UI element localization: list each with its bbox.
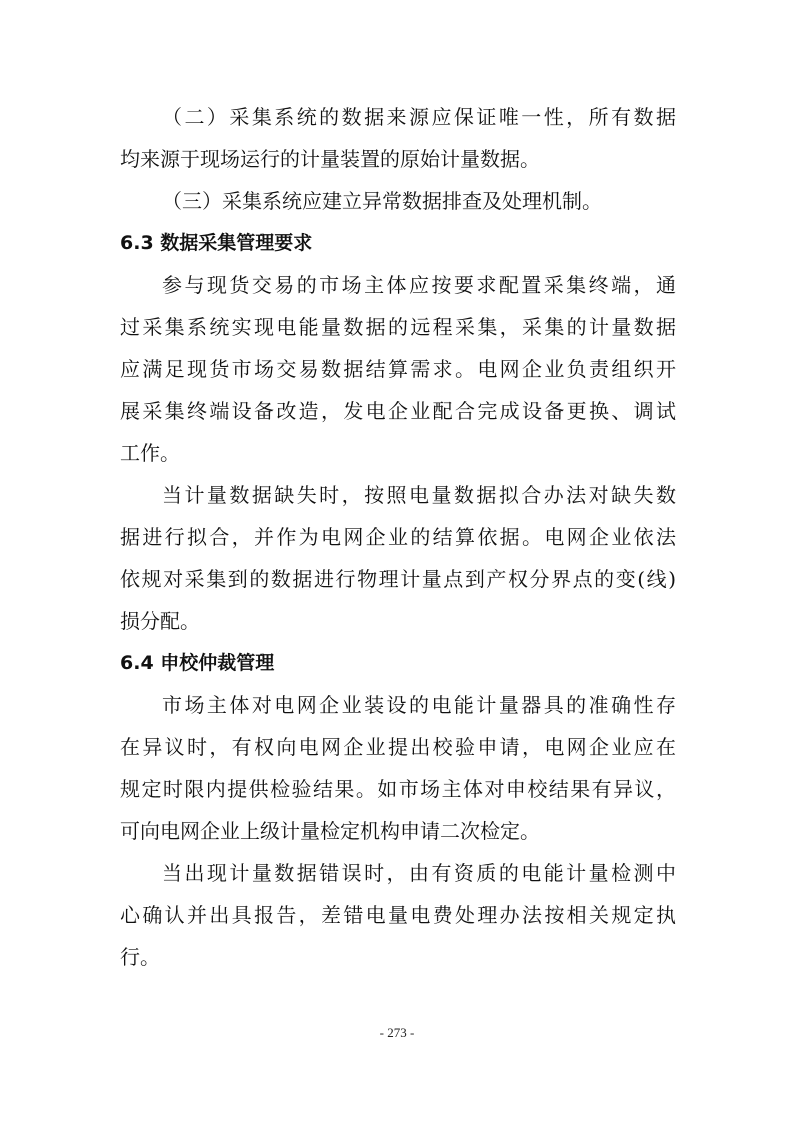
section-heading-6-4: 6.4 申校仲裁管理 <box>120 652 275 674</box>
paragraph-line: 规定时限内提供检验结果。如市场主体对申校结果有异议， <box>120 777 676 801</box>
paragraph-line: 据进行拟合，并作为电网企业的结算依据。电网企业依法 <box>120 525 676 549</box>
paragraph-line: 可向电网企业上级计量检定机构申请二次检定。 <box>120 819 540 843</box>
paragraph-line: 过采集系统实现电能量数据的远程采集，采集的计量数据 <box>120 315 676 339</box>
paragraph-line: 均来源于现场运行的计量装置的原始计量数据。 <box>120 147 540 171</box>
paragraph-line: 市场主体对电网企业装设的电能计量器具的准确性存 <box>162 693 676 717</box>
section-heading-6-3: 6.3 数据采集管理要求 <box>120 232 313 254</box>
paragraph-line: 当出现计量数据错误时，由有资质的电能计量检测中 <box>162 861 676 885</box>
paragraph-line: 应满足现货市场交易数据结算需求。电网企业负责组织开 <box>120 357 676 381</box>
paragraph-line: （三）采集系统应建立异常数据排查及处理机制。 <box>162 189 602 213</box>
paragraph-line: 在异议时，有权向电网企业提出校验申请，电网企业应在 <box>120 735 676 759</box>
page-number: - 273 - <box>379 1025 415 1040</box>
paragraph-line: （二）采集系统的数据来源应保证唯一性，所有数据 <box>162 105 676 129</box>
paragraph-line: 损分配。 <box>120 609 200 633</box>
paragraph-line: 行。 <box>120 945 160 969</box>
paragraph-line: 依规对采集到的数据进行物理计量点到产权分界点的变(线) <box>120 567 676 591</box>
paragraph-line: 展采集终端设备改造，发电企业配合完成设备更换、调试 <box>120 399 676 423</box>
paragraph-line: 当计量数据缺失时，按照电量数据拟合办法对缺失数 <box>162 483 676 507</box>
paragraph-line: 工作。 <box>120 441 180 465</box>
paragraph-line: 参与现货交易的市场主体应按要求配置采集终端，通 <box>162 273 676 297</box>
paragraph-line: 心确认并出具报告，差错电量电费处理办法按相关规定执 <box>120 903 676 927</box>
